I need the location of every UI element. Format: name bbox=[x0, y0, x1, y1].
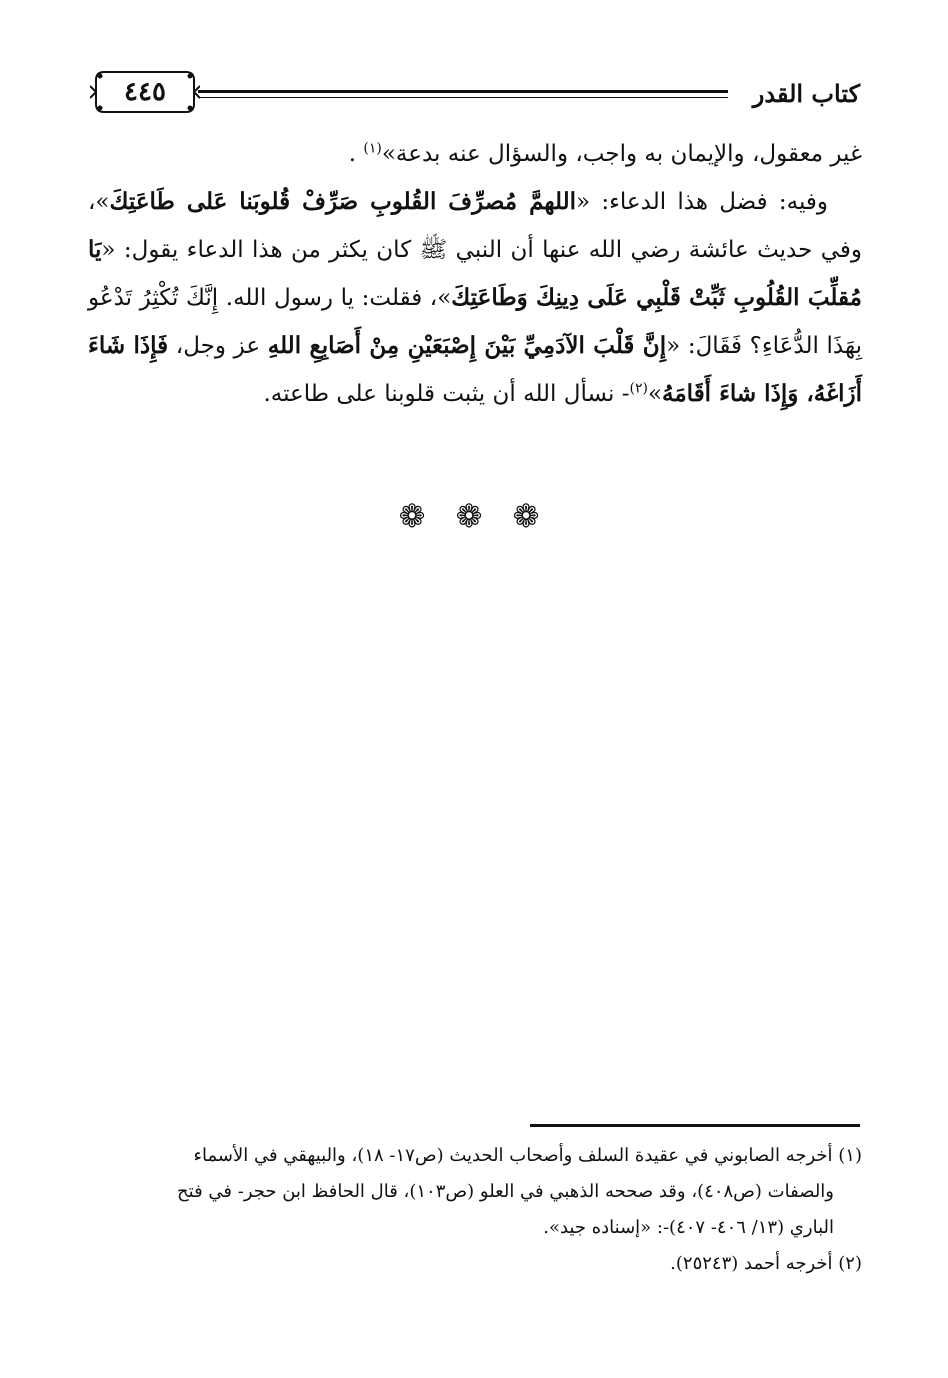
page-number: ٤٤٥ bbox=[124, 77, 166, 107]
paragraph-2-mid-3: عز وجل، bbox=[168, 333, 268, 359]
paragraph-2-tail: - نسأل الله أن يثبت قلوبنا على طاعته. bbox=[263, 381, 630, 407]
running-title: كتاب القدر bbox=[752, 79, 860, 108]
paragraph-2-lead: وفيه: فضل هذا الدعاء: « bbox=[576, 189, 829, 215]
page-header bbox=[90, 66, 860, 122]
paragraph-1-text: غير معقول، والإيمان به واجب، والسؤال عنه بدعة» bbox=[381, 141, 862, 167]
paragraph-2-close: » bbox=[647, 381, 663, 407]
paragraph-2-mid-2: »، فقلت: يا رسول الله. إِنَّكَ تُكْثِرُ تَدْعُو بِهَذَا الدُّعَاءِ؟ فَقَالَ: « bbox=[88, 285, 862, 359]
paragraph-1 bbox=[88, 130, 862, 178]
dua-text-2: يَا مُقلِّبَ القُلُوبِ ثَبِّتْ قَلْبِي عَلَى دِينِكَ وَطَاعَتِكَ bbox=[88, 236, 862, 311]
dua-text-1: اللهمَّ مُصرِّفَ القُلوبِ صَرِّفْ قُلوبَنا عَلى طَاعَتِكَ bbox=[109, 188, 576, 215]
main-text bbox=[88, 130, 862, 418]
footnote-1-line-2: والصفات (ص٤٠٨)، وقد صححه الذهبي في العلو (ص١٠٣)، قال الحافظ ابن حجر- في فتح bbox=[177, 1181, 834, 1202]
footnote-1-line-3: الباري (١٣/ ٤٠٦- ٤٠٧)-: «إسناده جيد». bbox=[543, 1217, 834, 1238]
header-rule-thin bbox=[198, 97, 728, 98]
header-rule bbox=[198, 90, 728, 93]
paragraph-1-end: . bbox=[348, 141, 357, 167]
page-number-ornament bbox=[90, 66, 200, 118]
footnote-ref-1: (١) bbox=[363, 140, 382, 157]
hadith-text-1: إِنَّ قَلْبَ الآدَمِيِّ بَيْنَ إِصْبَعَيْنِ مِنْ أَصَابِعِ اللهِ bbox=[267, 332, 667, 359]
paragraph-2 bbox=[88, 178, 862, 418]
footnote-2: (٢) أخرجه أحمد (٢٥٢٤٣). bbox=[670, 1253, 862, 1274]
footnote-rule bbox=[530, 1124, 860, 1127]
hadith-text-2: فَإِذَا شَاءَ أَزَاغَهُ، وَإِذَا شاءَ أَقَامَهُ bbox=[88, 332, 862, 407]
section-separator: ❁ ❁ ❁ bbox=[398, 497, 550, 535]
footnotes bbox=[88, 1138, 862, 1282]
footnote-ref-2: (٢) bbox=[629, 380, 648, 397]
footnote-1-line-1: (١) أخرجه الصابوني في عقيدة السلف وأصحاب الحديث (ص١٧- ١٨)، والبيهقي في الأسماء bbox=[193, 1145, 862, 1166]
paragraph-2-mid-1: »، وفي حديث عائشة رضي الله عنها أن النبي ﷺ كان يكثر من هذا الدعاء يقول: « bbox=[88, 189, 862, 263]
